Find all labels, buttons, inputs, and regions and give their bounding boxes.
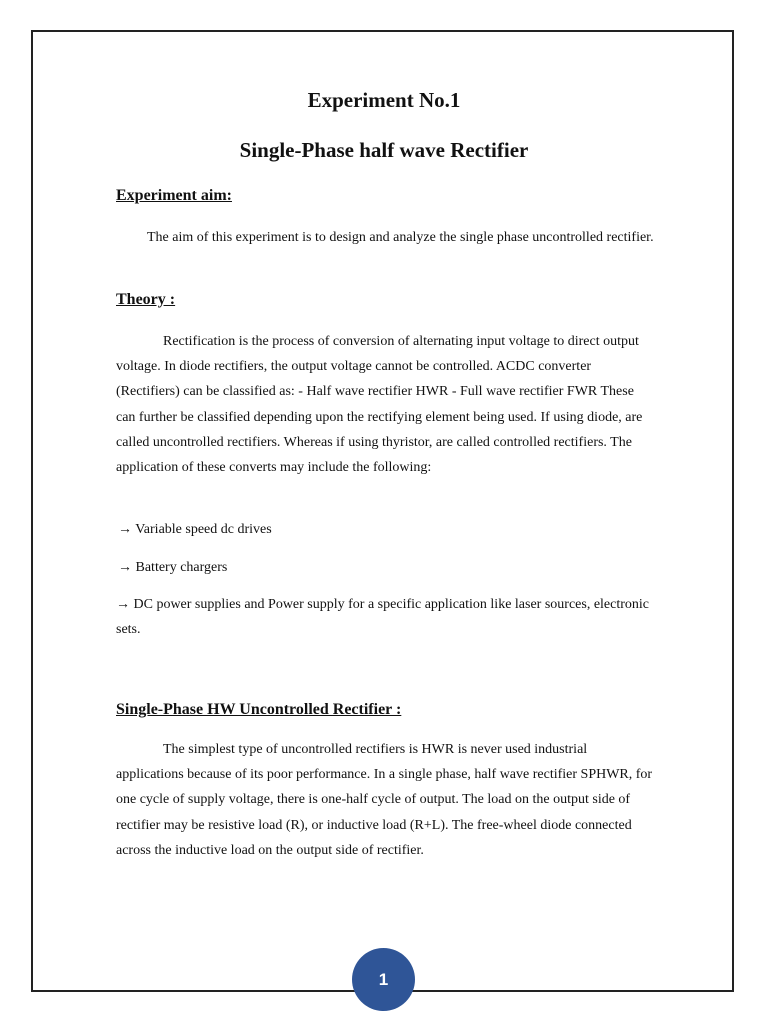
hw-paragraph: The simplest type of uncontrolled rectifiers is HWR is never used industrial applications because of its poor performance. In a single phase, half wave rectifier SPHWR, for one cycle of supply voltage, there is one-half cycle of output. The load on the output side of rectifier may be resistive load (R), or inductive load (R+L). The free-wheel diode connected across the inductive load on the output side of rectifier. — [116, 742, 653, 858]
section-heading-theory: Theory : — [116, 291, 176, 308]
aim-paragraph: The aim of this experiment is to design and analyze the single phase uncontrolled rectifier. — [147, 230, 654, 245]
theory-paragraph: Rectification is the process of conversion of alternating input voltage to direct output voltage. In diode rectifiers, the output voltage cannot be controlled. ACDC converter (Rectifiers) can be classified as: - Half wave rectifier HWR - Full wave rectifier FWR These can further be classified depending upon the rectifying element being used. If using diode, are called uncontrolled rectifiers. Whereas if using thyristor, are called controlled rectifiers. The application of these converts may include the following: — [116, 334, 643, 476]
bullet-item: → Variable speed dc drives — [118, 522, 272, 537]
document-title: Experiment No.1 — [307, 88, 461, 112]
section-heading-aim: Experiment aim: — [116, 187, 232, 204]
bullet-item: → Battery chargers — [118, 560, 228, 575]
section-heading-hw: Single-Phase HW Uncontrolled Rectifier : — [116, 701, 402, 718]
document-subtitle: Single-Phase half wave Rectifier — [239, 138, 529, 162]
page-number-badge: 1 — [352, 948, 415, 1011]
bullet-item: → DC power supplies and Power supply for a specific application like laser sources, electronic sets. — [116, 597, 650, 638]
